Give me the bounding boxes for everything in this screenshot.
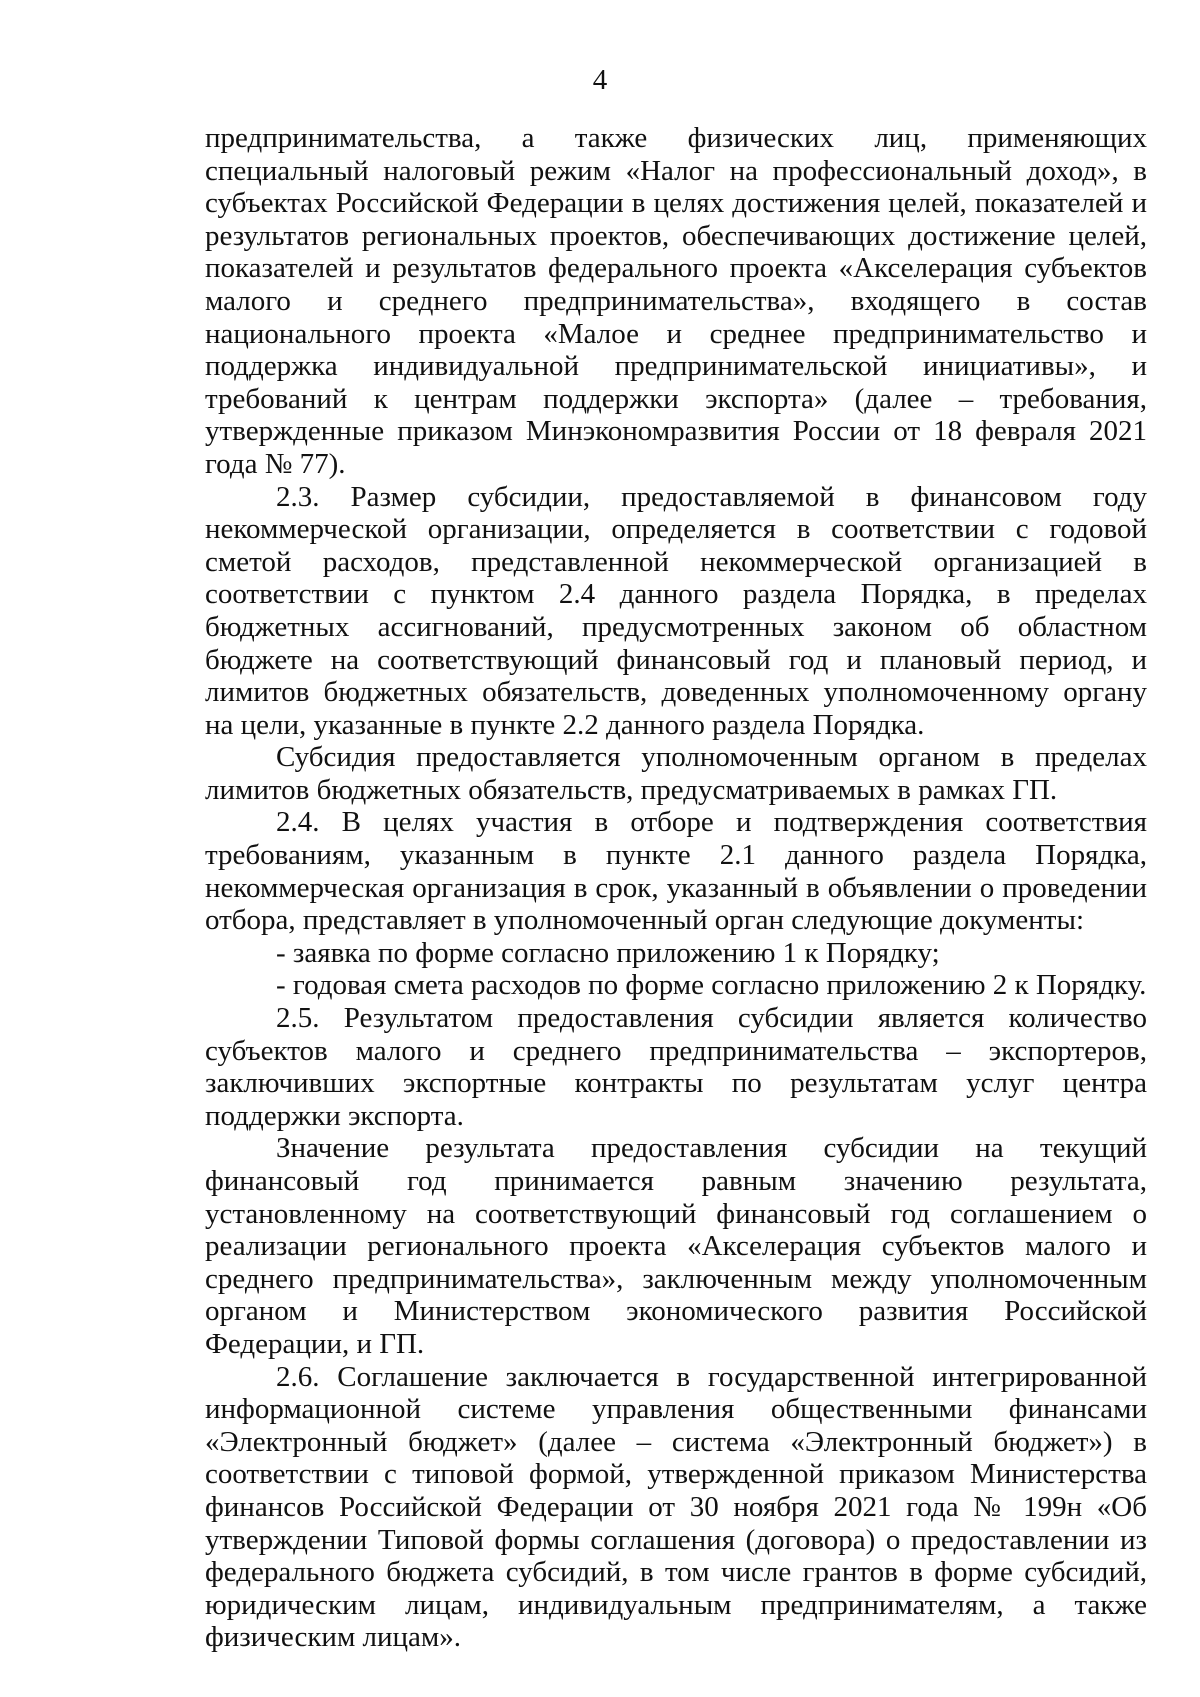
paragraph-2-3: 2.3. Размер субсидии, предоставляемой в финансовом году некоммерческой организации, определяется в соответствии с годовой сметой расходов, представленной некоммерческой организацией в соответствии с пунктом 2.4 данного раздела Порядка, в пределах бюджетных ассигнований, предусмотренных законом об областном бюджете на соответствующий финансовый год и плановый период, и лимитов бюджетных обязательств, доведенных уполномоченному органу на цели, указанные в пункте 2.2 данного раздела Порядка. (205, 480, 1147, 741)
paragraph-result-value: Значение результата предоставления субсидии на текущий финансовый год принимается равным значению результата, установленному на соответствующий финансовый год соглашением о реализации регионального проекта «Акселерация субъектов малого и среднего предпринимательства», заключенным между уполномоченным органом и Министерством экономического развития Российской Федерации, и ГП. (205, 1132, 1147, 1360)
paragraph-subsidy-limits: Субсидия предоставляется уполномоченным органом в пределах лимитов бюджетных обязательств, предусматриваемых в рамках ГП. (205, 741, 1147, 806)
paragraph-2-4: 2.4. В целях участия в отборе и подтверждения соответствия требованиям, указанным в пункте 2.1 данного раздела Порядка, некоммерческая организация в срок, указанный в объявлении о проведении отбора, представляет в уполномоченный орган следующие документы: (205, 806, 1147, 937)
paragraph-2-6: 2.6. Соглашение заключается в государственной интегрированной информационной системе управления общественными финансами «Электронный бюджет» (далее – система «Электронный бюджет») в соответствии с типовой формой, утвержденной приказом Министерства финансов Российской Федерации от 30 ноября 2021 года № 199н «Об утверждении Типовой формы соглашения (договора) о предоставлении из федерального бюджета субсидий, в том числе грантов в форме субсидий, юридическим лицам, индивидуальным предпринимателям, а также физическим лицам». (205, 1360, 1147, 1654)
paragraph-continuation: предпринимательства, а также физических лиц, применяющих специальный налоговый режим «Налог на профессиональный доход», в субъектах Российской Федерации в целях достижения целей, показателей и результатов региональных проектов, обеспечивающих достижение целей, показателей и результатов федерального проекта «Акселерация субъектов малого и среднего предпринимательства», входящего в состав национального проекта «Малое и среднее предпринимательство и поддержка индивидуальной предпринимательской инициативы», и требований к центрам поддержки экспорта» (далее – требования, утвержденные приказом Минэкономразвития России от 18 февраля 2021 года № 77). (205, 122, 1147, 480)
paragraph-2-5: 2.5. Результатом предоставления субсидии является количество субъектов малого и среднего предпринимательства – экспортеров, заключивших экспортные контракты по результатам услуг центра поддержки экспорта. (205, 1002, 1147, 1132)
document-body (205, 122, 1147, 1654)
list-item-application: - заявка по форме согласно приложению 1 к Порядку; (276, 936, 940, 969)
page-number: 4 (592, 64, 608, 96)
list-item-budget-estimate: - годовая смета расходов по форме согласно приложению 2 к Порядку. (276, 969, 1147, 1002)
